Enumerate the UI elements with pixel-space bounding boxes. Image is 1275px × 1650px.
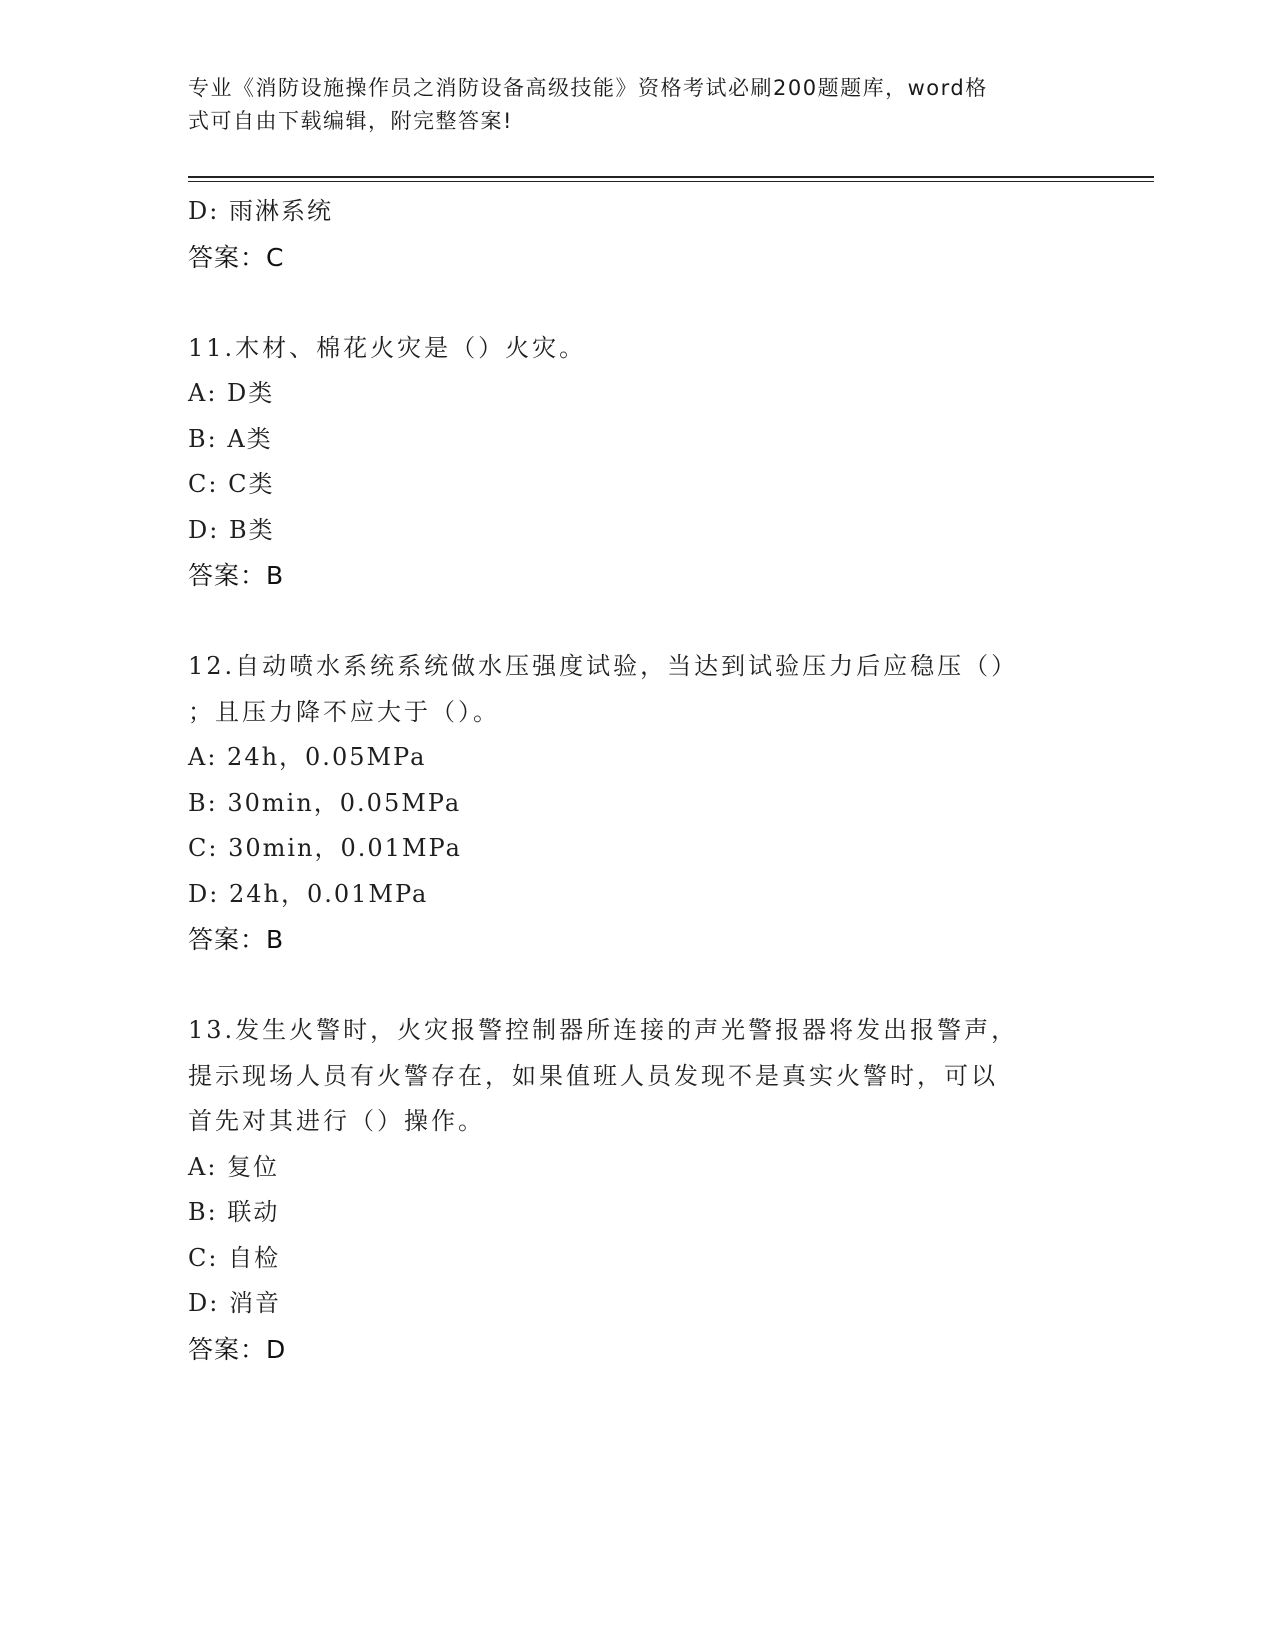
option-d: D: B类	[188, 515, 275, 544]
spacer	[188, 280, 1088, 326]
header-rule-thick	[188, 176, 1154, 178]
question-stem: 11.木材、棉花火灾是（）火灾。	[188, 333, 587, 362]
question-stem-continued: 提示现场人员有火警存在，如果值班人员发现不是真实火警时，可以	[188, 1061, 998, 1090]
option-c: C: 自检	[188, 1243, 281, 1272]
option-a: A: 24h，0.05MPa	[188, 743, 427, 771]
option-b: B: A类	[188, 424, 273, 453]
answer-line: 答案：B	[188, 925, 285, 954]
document-header	[188, 72, 1068, 138]
header-line-1: 专业《消防设施操作员之消防设备高级技能》资格考试必刷200题题库，word格	[188, 76, 988, 100]
question-12	[188, 644, 1088, 963]
answer-line: 答案：B	[188, 561, 285, 590]
option-d: D: 消音	[188, 1289, 281, 1317]
option-d: D: 24h，0.01MPa	[188, 879, 429, 908]
option-d: D: 雨淋系统	[188, 197, 333, 225]
option-b: B: 联动	[188, 1198, 280, 1226]
question-13	[188, 1008, 1088, 1372]
question-stem: 12.自动喷水系统系统做水压强度试验，当达到试验压力后应稳压（）	[188, 652, 1019, 680]
answer-line: 答案：D	[188, 1334, 287, 1364]
option-c: C: 30min，0.01MPa	[188, 834, 462, 862]
option-a: A: 复位	[188, 1152, 280, 1181]
answer-line: 答案：C	[188, 242, 285, 272]
question-stem-continued: 首先对其进行（）操作。	[188, 1107, 485, 1135]
spacer	[188, 963, 1088, 1009]
option-b: B: 30min，0.05MPa	[188, 788, 462, 817]
question-stem-continued: ；且压力降不应大于（）。	[188, 697, 500, 726]
header-rule-thin	[188, 181, 1154, 182]
header-line-2: 式可自由下载编辑，附完整答案!	[188, 109, 513, 133]
spacer	[188, 599, 1088, 645]
question-content	[188, 189, 1088, 1372]
option-c: C: C类	[188, 470, 275, 498]
question-stem: 13.发生火警时，火灾报警控制器所连接的声光警报器将发出报警声，	[188, 1016, 1019, 1044]
option-a: A: D类	[188, 379, 275, 407]
question-11	[188, 326, 1088, 599]
